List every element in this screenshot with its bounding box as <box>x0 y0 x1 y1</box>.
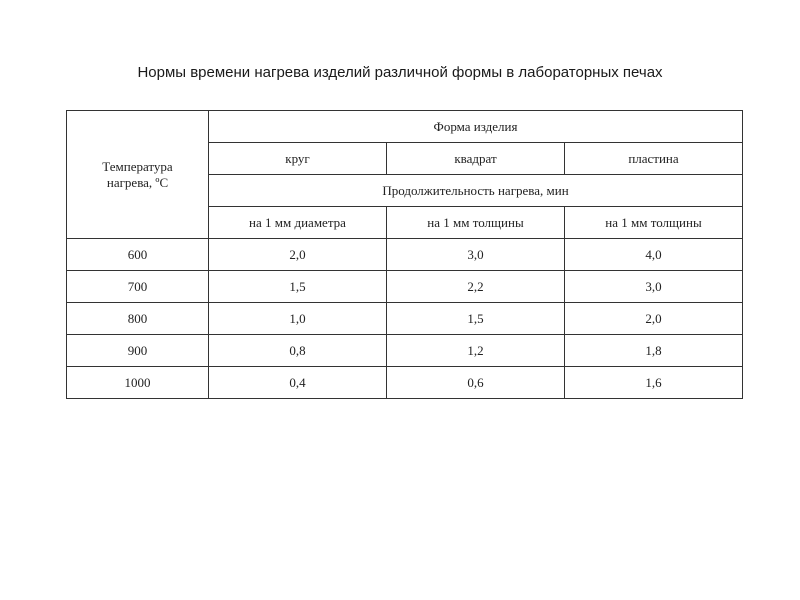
heating-norms-table <box>66 110 743 399</box>
temperature-cell: 800 <box>67 303 209 335</box>
shape-circle: круг <box>209 143 387 175</box>
value-cell: 1,8 <box>565 335 743 367</box>
value-cell: 1,0 <box>209 303 387 335</box>
value-cell: 3,0 <box>387 239 565 271</box>
value-cell: 4,0 <box>565 239 743 271</box>
table-row <box>67 271 743 303</box>
temperature-cell: 700 <box>67 271 209 303</box>
header-row-shape <box>67 111 743 143</box>
temperature-header <box>67 111 209 239</box>
unit-thickness: на 1 мм толщины <box>565 207 743 239</box>
value-cell: 1,2 <box>387 335 565 367</box>
temperature-header-line1: Температура <box>102 158 173 174</box>
value-cell: 2,0 <box>209 239 387 271</box>
table-row <box>67 303 743 335</box>
temperature-cell: 600 <box>67 239 209 271</box>
value-cell: 0,8 <box>209 335 387 367</box>
temperature-header-line2: нагрева, ºС <box>106 174 169 190</box>
table-row <box>67 239 743 271</box>
value-cell: 1,6 <box>565 367 743 399</box>
value-cell: 3,0 <box>565 271 743 303</box>
unit-thickness: на 1 мм толщины <box>387 207 565 239</box>
shape-header: Форма изделия <box>209 111 743 143</box>
value-cell: 0,6 <box>387 367 565 399</box>
page-title: Нормы времени нагрева изделий различной формы в лабораторных печах <box>137 64 663 81</box>
temperature-cell: 900 <box>67 335 209 367</box>
value-cell: 2,0 <box>565 303 743 335</box>
value-cell: 1,5 <box>209 271 387 303</box>
shape-square: квадрат <box>387 143 565 175</box>
duration-header: Продолжительность нагрева, мин <box>209 175 743 207</box>
shape-plate: пластина <box>565 143 743 175</box>
value-cell: 0,4 <box>209 367 387 399</box>
value-cell: 2,2 <box>387 271 565 303</box>
table-row <box>67 335 743 367</box>
table-row <box>67 367 743 399</box>
unit-diameter: на 1 мм диаметра <box>209 207 387 239</box>
value-cell: 1,5 <box>387 303 565 335</box>
temperature-cell: 1000 <box>67 367 209 399</box>
